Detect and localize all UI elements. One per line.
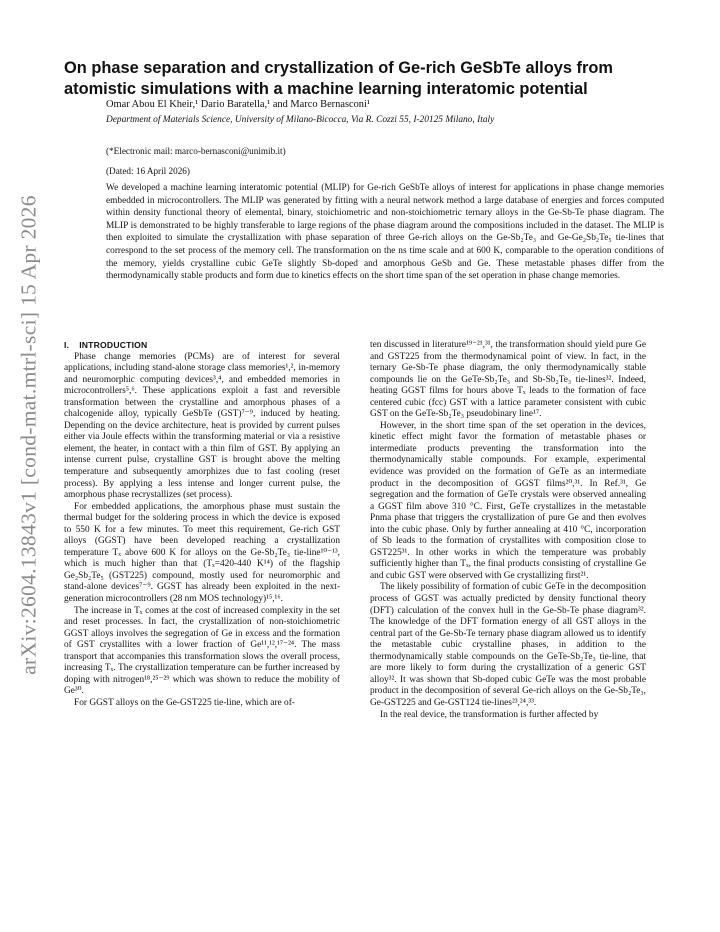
date-line: (Dated: 16 April 2026) (106, 166, 190, 176)
body-paragraph: The increase in Tₓ comes at the cost of increased complexity in the set and reset processes. In fact, the crystallization of non-stoichiometric GGST alloys involves the segregation of Ge in excess and the formation of GST crystallites with a lower fraction of Ge¹¹,¹²,¹⁷⁻²⁴. The mass transport that accompanies this transformation slows the overall process, increasing Tₓ. The crystallization temperature can be further increased by doping with nitrogen¹⁸,²⁵⁻²⁹ which was shown to reduce the mobility of Ge³⁰. (64, 605, 340, 697)
right-column (370, 340, 646, 721)
affiliation: Department of Materials Science, University of Milano-Bicocca, Via R. Cozzi 55, I-20125 Milano, Italy (106, 115, 495, 125)
body-paragraph: For embedded applications, the amorphous phase must sustain the thermal budget for the soldering process in which the device is exposed to 550 K for a few minutes. To meet this requirement, Ge-rich GST alloys (GGST) have been developed reaching a crystallization temperature Tₓ above 600 K for alloys on the Ge-Sb₂Te₃ tie-line¹⁰⁻¹³, which is much higher than that (Tₓ=420-440 K¹⁴) of the flagship Ge₂Sb₂Te₅ (GST225) compound, mostly used for neuromorphic and stand-alone devices⁷⁻⁹. GGST has already been exploited in the next-generation microcontrollers (28 nm MOS technology)¹⁵,¹⁶. (64, 501, 340, 605)
body-paragraph: ten discussed in literature¹⁹⁻²¹,³¹, the transformation should yield pure Ge and GST225 from the thermodynamical point of view. In fact, in the ternary Ge-Sb-Te phase diagram, the only thermodynamically stable compounds lie on the GeTe-Sb₂Te₃ and Sb-Sb₂Te₃ tie-lines³². Indeed, heating GGST films for hours above Tₓ leads to the formation of face centered cubic (fcc) GST with a lattice parameter consistent with cubic GST on the GeTe-Sb₂Te₃ pseudobinary line¹⁷. (370, 340, 646, 420)
section-number: I. (64, 340, 70, 350)
author-list: Omar Abou El Kheir,¹ Dario Baratella,¹ and Marco Bernasconi¹ (106, 99, 370, 110)
arxiv-stamp-text: arXiv:2604.13843v1 [cond-mat.mtrl-sci] 15 Apr 2026 (16, 195, 41, 675)
body-paragraph: The likely possibility of formation of cubic GeTe in the decomposition process of GGST was actually predicted by density functional theory (DFT) calculation of the convex hull in the Ge-Sb-Te phase diagram³². The knowledge of the DFT formation energy of all GST alloys in the central part of the Ge-Sb-Te ternary phase diagram allowed us to identify the metastable cubic crystalline phases, in addition to the thermodynamically stable compounds on the GeTe-Sb₂Te₃ tie-line, that are more likely to form during the crystallization of a generic GST alloy³². It was shown that Sb-doped cubic GeTe was the most probable product in the decomposition of several Ge-rich alloys on the Ge-Sb₂Te₃, Ge-GST225 and Ge-GST124 tie-lines²³,²⁴,³³. (370, 582, 646, 708)
section-heading (64, 340, 340, 352)
left-column (64, 340, 340, 710)
paper-title: On phase separation and crystallization of Ge-rich GeSbTe alloys from atomistic simulations with a machine learning interatomic potential (64, 59, 613, 98)
body-paragraph: For GGST alloys on the Ge-GST225 tie-line, which are of- (74, 697, 295, 708)
arxiv-stamp (14, 195, 44, 675)
section-title: INTRODUCTION (79, 340, 148, 350)
abstract: We developed a machine learning interatomic potential (MLIP) for Ge-rich GeSbTe alloys of interest for applications in phase change memories embedded in microcontrollers. The MLIP was generated by fitting with a neural network method a large database of energies and forces computed within density functional theory of elemental, binary, stoichiometric and non-stoichiometric ternary alloys in the Ge-Sb-Te phase diagram. The MLIP is demonstrated to be highly transferable to large regions of the phase diagram around the compositions included in the dataset. The MLIP is then exploited to simulate the crystallization with phase separation of three Ge-rich alloys on the Ge-Sb₂Te₃ and Ge-Ge₂Sb₂Te₅ tie-lines that correspond to the set process of the memory cell. The transformation on the ns time scale and at 600 K, comparable to the operation conditions of the memory, yields crystalline cubic GeTe slightly Sb-doped and amorphous GeSb and Ge. These metastable phases differ from the thermodynamically stable products and form due to kinetics effects on the short time span of the set operation in phase change memories. (106, 183, 664, 282)
body-paragraph: However, in the short time span of the set operation in the devices, kinetic effect might favor the formation of metastable phases or intermediate products preventing the transformation into the thermodynamically stable compounds. For example, experimental evidence was provided on the formation of GeTe as an intermediate product in the decomposition of GGST films²⁰,³¹. In Ref.³¹, Ge segregation and the formation of GeTe crystals were observed annealing a GGST film above 310 °C. First, GeTe crystallizes in the metastable Pnma phase that triggers the crystallization of pure Ge and then evolves into the cubic phase. Only by further annealing at 410 °C, incorporation of Sb leads to the formation of crystallites with composition close to GST225³¹. In other works in which the temperature was probably sufficiently higher than Tₓ, the final products consisting of crystalline Ge and cubic GST were observed with Ge crystallizing first²¹. (370, 420, 646, 581)
body-paragraph: Phase change memories (PCMs) are of interest for several applications, including stand-alone storage class memories¹,², in-memory and neuromorphic computing devices³,⁴, and embedded memories in microcontrollers⁵,⁶. These applications exploit a fast and reversible transformation between the crystalline and amorphous phases of a chalcogenide alloy, typically GeSbTe (GST)⁷⁻⁹, induced by heating. Depending on the device architecture, heat is provided by current pulses either via Joule effects within the transforming material or via a resistive element, the heater, in contact with a thin film of GST. By applying an intense current pulse, crystalline GST is brought above the melting temperature and subsequently amorphizes due to fast cooling (reset process). By applying a less intense and longer current pulse, the amorphous phase recrystallizes (set process). (64, 351, 340, 501)
corresponding-email: (*Electronic mail: marco-bernasconi@unimib.it) (106, 146, 286, 156)
body-paragraph: In the real device, the transformation is further affected by (380, 709, 599, 720)
